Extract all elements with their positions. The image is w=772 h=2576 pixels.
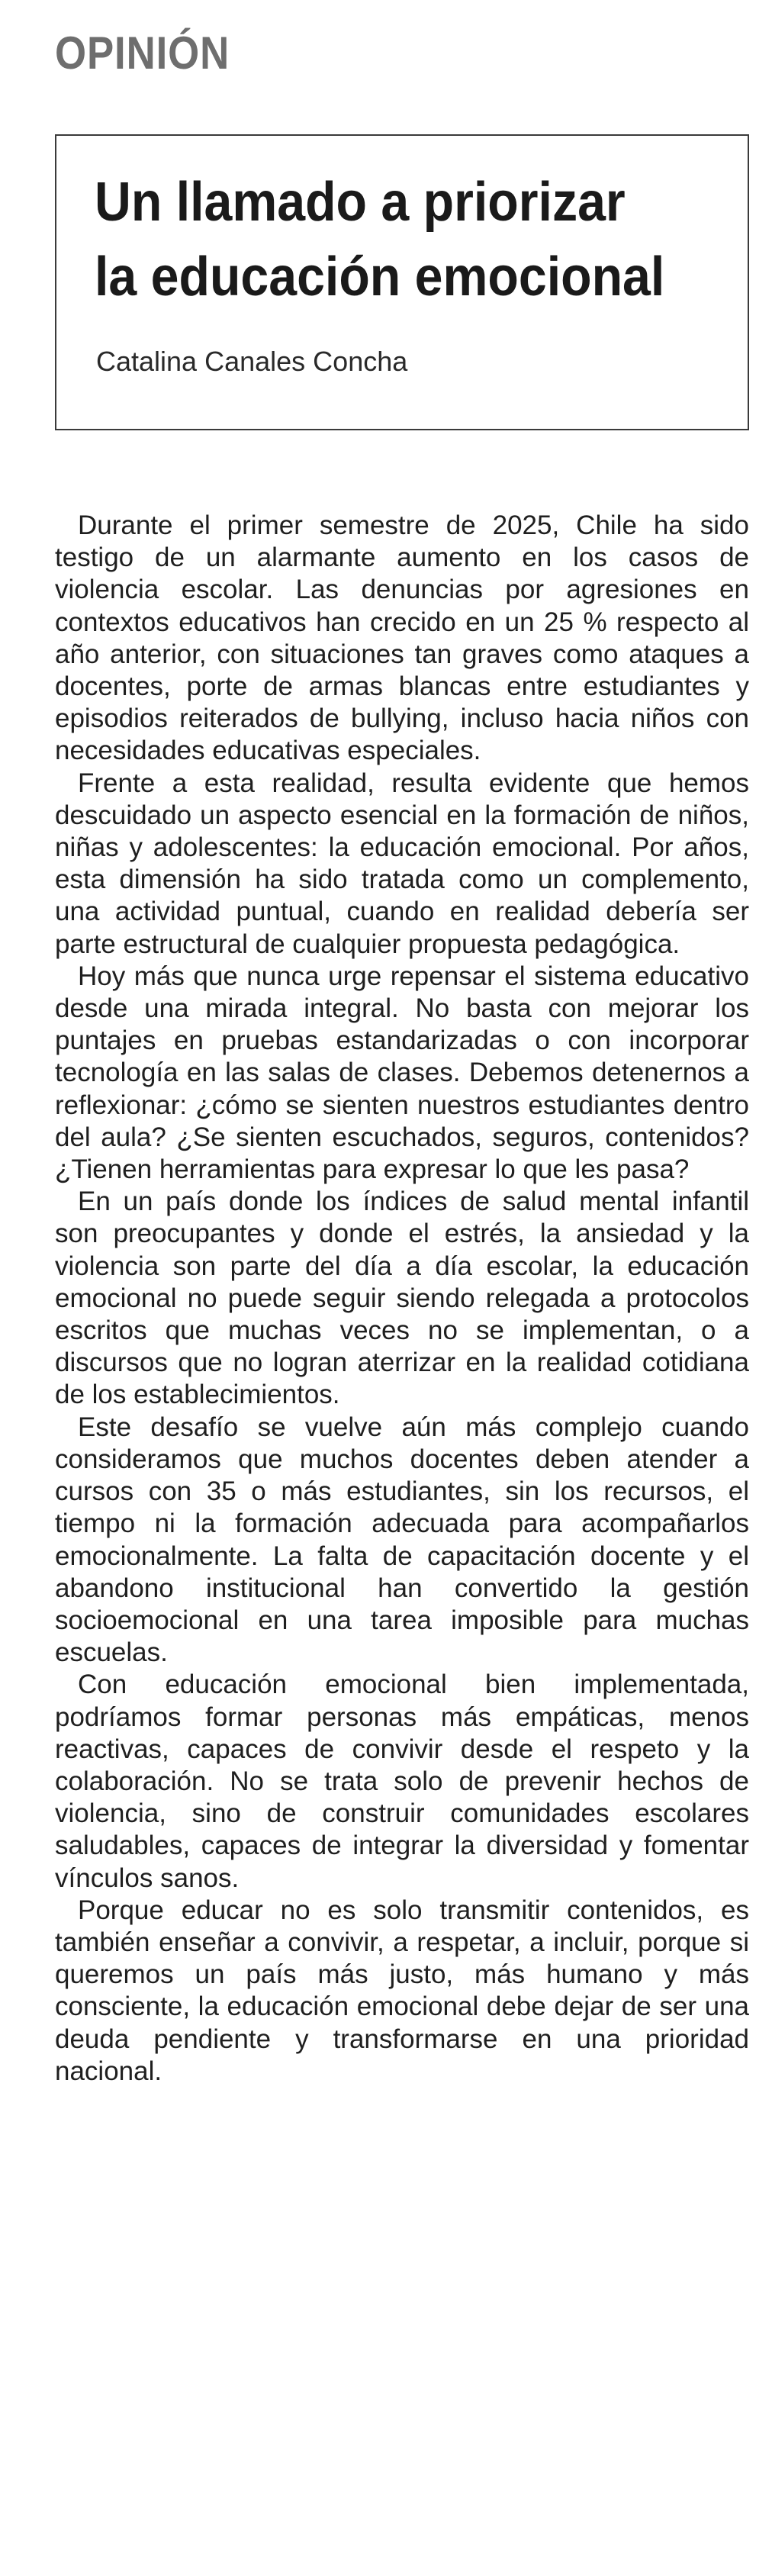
article-paragraph: Con educación emocional bien implementada, podríamos formar personas más empáticas, menos reactivas, capaces de convivir desde el respeto y la colaboración. No se trata solo de prevenir hechos de violencia, sino de construir comunidades escolares saludables, capaces de integrar la diversidad y fomentar vínculos sanos. bbox=[55, 1670, 749, 1893]
article-body bbox=[55, 510, 749, 2088]
headline-box bbox=[55, 134, 749, 430]
article-paragraph: Este desafío se vuelve aún más complejo cuando consideramos que muchos docentes deben atender a cursos con 35 o más estudiantes, sin los recursos, el tiempo ni la formación adecuada para acompañarlos emocionalmente. La falta de capacitación docente y el abandono institucional han convertido la gestión socioemocional en una tarea imposible para muchas escuelas. bbox=[55, 1412, 749, 1668]
article-paragraph: En un país donde los índices de salud mental infantil son preocupantes y donde el estrés, la ansiedad y la violencia son parte del día a día escolar, la educación emocional no puede seguir siendo relegada a protocolos escritos que muchas veces no se implementan, o a discursos que no logran aterrizar en la realidad cotidiana de los establecimientos. bbox=[55, 1187, 749, 1410]
article-paragraph: Porque educar no es solo transmitir contenidos, es también enseñar a convivir, a respetar, a incluir, porque si queremos un país más justo, más humano y más consciente, la educación emocional debe dejar de ser una deuda pendiente y transformarse en una prioridad nacional. bbox=[55, 1895, 749, 2086]
headline-line-1: Un llamado a priorizar bbox=[95, 172, 626, 233]
author-byline: Catalina Canales Concha bbox=[96, 346, 408, 377]
headline-line-2: la educación emocional bbox=[95, 246, 665, 308]
section-label: OPINIÓN bbox=[55, 27, 230, 79]
article-paragraph: Hoy más que nunca urge repensar el sistema educativo desde una mirada integral. No basta con mejorar los puntajes en pruebas estandarizadas o con incorporar tecnología en las salas de clases. Debemos detenernos a reflexionar: ¿cómo se sienten nuestros estudiantes dentro del aula? ¿Se sienten escuchados, seguros, contenidos? ¿Tienen herramientas para expresar lo que les pasa? bbox=[55, 961, 749, 1185]
headline bbox=[95, 165, 664, 314]
article-paragraph: Durante el primer semestre de 2025, Chile ha sido testigo de un alarmante aumento en los casos de violencia escolar. Las denuncias por agresiones en contextos educativos han crecido en un 25 % respecto al año anterior, con situaciones tan graves como ataques a docentes, porte de armas blancas entre estudiantes y episodios reiterados de bullying, incluso hacia niños con necesidades educativas especiales. bbox=[55, 510, 749, 766]
article-paragraph: Frente a esta realidad, resulta evidente que hemos descuidado un aspecto esencial en la formación de niños, niñas y adolescentes: la educación emocional. Por años, esta dimensión ha sido tratada como un complemento, una actividad puntual, cuando en realidad debería ser parte estructural de cualquier propuesta pedagógica. bbox=[55, 768, 749, 959]
